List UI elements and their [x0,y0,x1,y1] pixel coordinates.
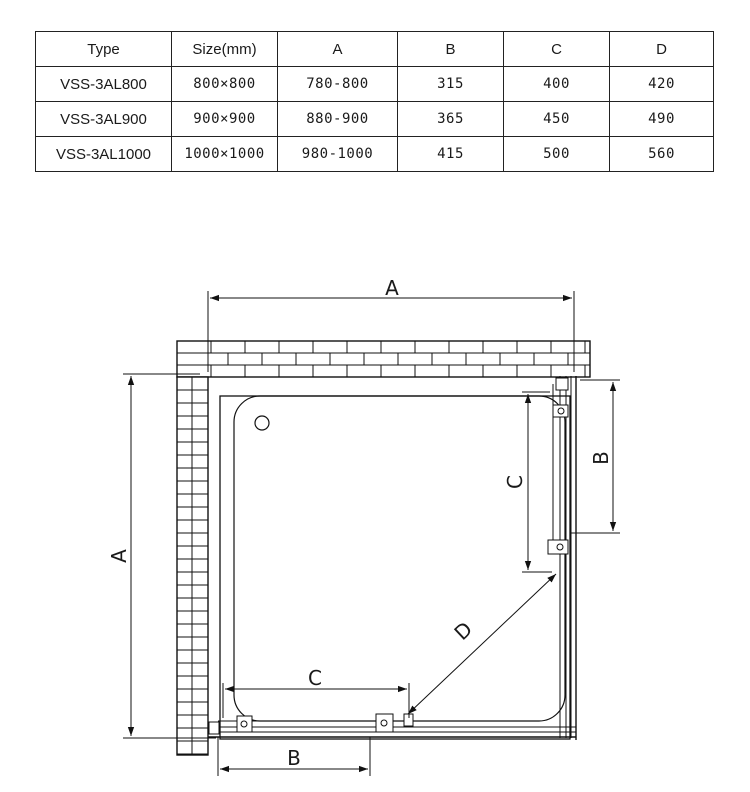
cell-type: VSS-3AL1000 [36,137,172,172]
header-type: Type [36,32,172,67]
dimension-label-d: D [449,616,478,645]
cell-size: 900×900 [172,102,278,137]
drain-icon [255,416,269,430]
header-a: A [278,32,398,67]
dimension-label-b-right: B [589,451,613,465]
cell-a: 880-900 [278,102,398,137]
dimension-b-right [570,380,620,533]
cell-c: 500 [504,137,610,172]
cell-d: 420 [610,67,714,102]
cell-d: 560 [610,137,714,172]
cell-a: 980-1000 [278,137,398,172]
cell-c: 450 [504,102,610,137]
dimension-label-c-horizontal: C [308,666,322,690]
cell-size: 800×800 [172,67,278,102]
dimension-label-c-vertical: C [503,475,527,489]
cell-c: 400 [504,67,610,102]
header-size: Size(mm) [172,32,278,67]
dimension-label-a-left: A [107,549,131,563]
dimension-c-horizontal [223,666,409,718]
shower-tray [220,396,570,739]
cell-d: 490 [610,102,714,137]
top-brick-wall [177,341,590,377]
header-c: C [504,32,610,67]
dimension-label-a-top: A [385,276,399,300]
cell-b: 315 [398,67,504,102]
cell-size: 1000×1000 [172,137,278,172]
dimension-b-bottom [218,737,370,776]
dimension-d-diagonal [408,574,556,714]
header-d: D [610,32,714,67]
left-brick-wall [177,377,208,755]
cell-b: 415 [398,137,504,172]
header-b: B [398,32,504,67]
right-glass-panel [548,376,576,740]
cell-a: 780-800 [278,67,398,102]
bottom-glass-panel [208,714,576,737]
cell-b: 365 [398,102,504,137]
cell-type: VSS-3AL800 [36,67,172,102]
dimension-c-vertical [503,392,552,572]
cell-type: VSS-3AL900 [36,102,172,137]
dimension-label-b-bottom: B [287,746,301,770]
